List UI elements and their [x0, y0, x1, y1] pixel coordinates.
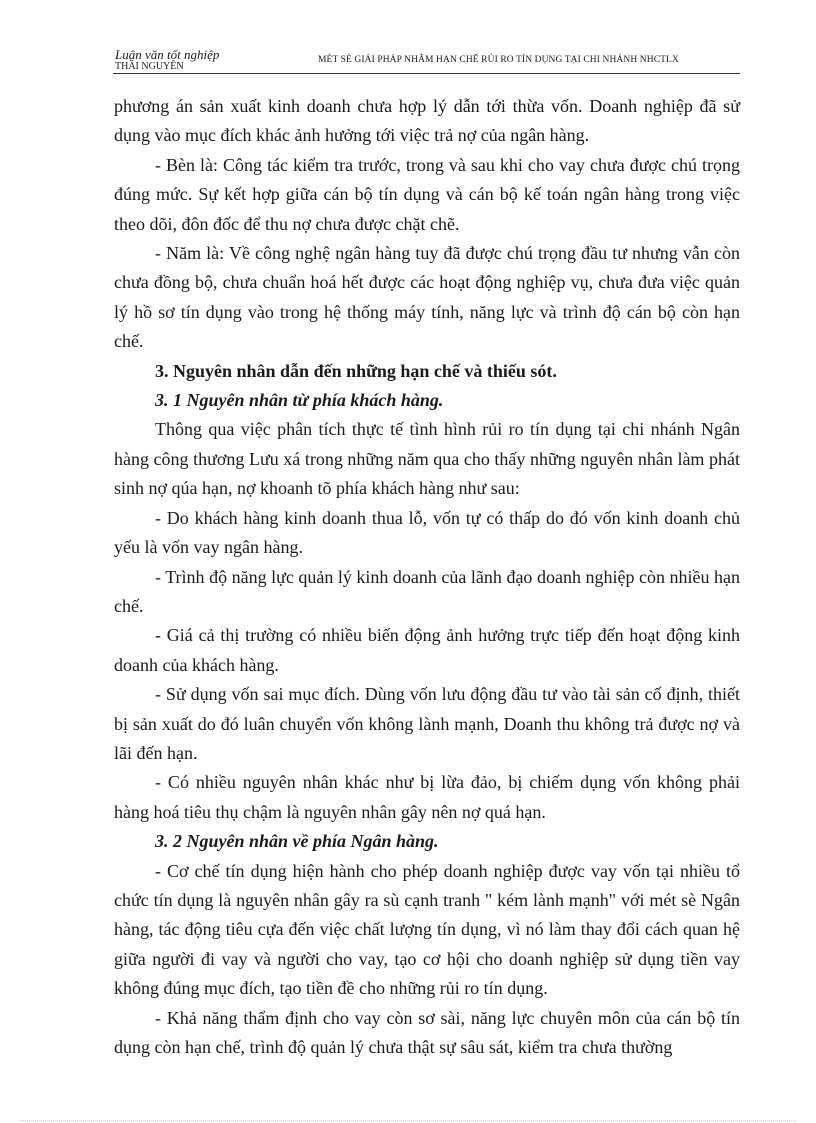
footer-dotted-line	[20, 1120, 796, 1121]
paragraph-bullet: - Cơ chế tín dụng hiện hành cho phép doanh nghiệp được vay vốn tại nhiều tổ chức tín dụng là nguyên nhân gây ra sù cạnh tranh " kém lành mạnh" với mét sè Ngân hàng, tác động tiêu cựa đến việc chất lượng tín dụng, vì nó làm thay đổi cách quan hệ giữa người đi vay và người cho vay, tạo cơ hội cho doanh nghiệp sử dụng tiền vay không đúng mục đích, tạo tiền đề cho những rủi ro tín dụng.	[114, 860, 740, 999]
header-left	[115, 48, 265, 72]
paragraph-bullet: - Do khách hàng kinh doanh thua lỗ, vốn tự có thấp do đó vốn kinh doanh chủ yếu là vốn vay ngân hàng.	[114, 507, 740, 558]
header-divider	[113, 73, 740, 74]
subsection-heading-bank: 3. 2 Nguyên nhân về phía Ngân hàng.	[155, 831, 439, 852]
paragraph-item-five: - Năm là: Về công nghệ ngân hàng tuy đã được chú trọng đầu tư nhưng vẫn còn chưa đồng bộ, chưa chuẩn hoá hết được các hoạt động nghiệp vụ, chưa đưa việc quản lý hồ sơ tín dụng vào trong hệ thống máy tính, năng lực và trình độ cán bộ còn hạn chế.	[114, 243, 740, 352]
paragraph-bullet: - Trình độ năng lực quản lý kinh doanh của lãnh đạo doanh nghiệp còn nhiều hạn chế.	[114, 566, 740, 616]
paragraph-bullet: - Sử dụng vốn sai mục đích. Dùng vốn lưu động đầu tư vào tài sản cố định, thiết bị sản xuất do đó luân chuyển vốn không lành mạnh, Doanh thu không trả được nợ và lãi đến hạn.	[114, 684, 740, 763]
header-document-title: MÉT SÈ GIẢI PHÁP NHẰM HẠN CHẾ RỦI RO TÍN DỤNG TẠI CHI NHÁNH NHCTLX	[318, 55, 679, 65]
header-thesis-title: Luận văn tốt nghiệp	[115, 47, 220, 62]
paragraph-continuation: phương án sản xuất kinh doanh chưa hợp lý dẫn tới thừa vốn. Doanh nghiệp đã sử dụng vào mục đích khác ảnh hưởng tới việc trả nợ của ngân hàng.	[114, 96, 740, 146]
document-body	[114, 92, 740, 1062]
paragraph-intro: Thông qua việc phân tích thực tế tình hình rủi ro tín dụng tại chi nhánh Ngân hàng công thương Lưu xá trong những năm qua cho thấy những nguyên nhân làm phát sinh nợ qúa hạn, nợ khoanh tõ phía khách hàng như sau:	[114, 419, 740, 499]
paragraph-bullet: - Giá cả thị trường có nhiều biến động ảnh hưởng trực tiếp đến hoạt động kinh doanh của khách hàng.	[114, 625, 740, 675]
paragraph-bullet: - Khả năng thẩm định cho vay còn sơ sài, năng lực chuyên môn của cán bộ tín dụng còn hạn chế, trình độ quản lý chưa thật sự sâu sát, kiểm tra chưa thường	[114, 1007, 740, 1057]
paragraph-item-four: - Bèn là: Công tác kiểm tra trước, trong và sau khi cho vay chưa được chú trọng đúng mức. Sự kết hợp giữa cán bộ tín dụng và cán bộ kế toán ngân hàng trong việc theo dõi, đôn đốc để thu nợ chưa được chặt chẽ.	[114, 154, 740, 234]
header-location: THÁI NGUYÊN	[115, 61, 184, 72]
section-heading: 3. Nguyên nhân dẫn đến những hạn chế và thiếu sót.	[155, 360, 557, 381]
subsection-heading-customer: 3. 1 Nguyên nhân từ phía khách hàng.	[155, 390, 444, 411]
paragraph-bullet: - Có nhiều nguyên nhân khác như bị lừa đảo, bị chiếm dụng vốn không phải hàng hoá tiêu thụ chậm là nguyên nhân gây nên nợ quá hạn.	[114, 772, 740, 822]
